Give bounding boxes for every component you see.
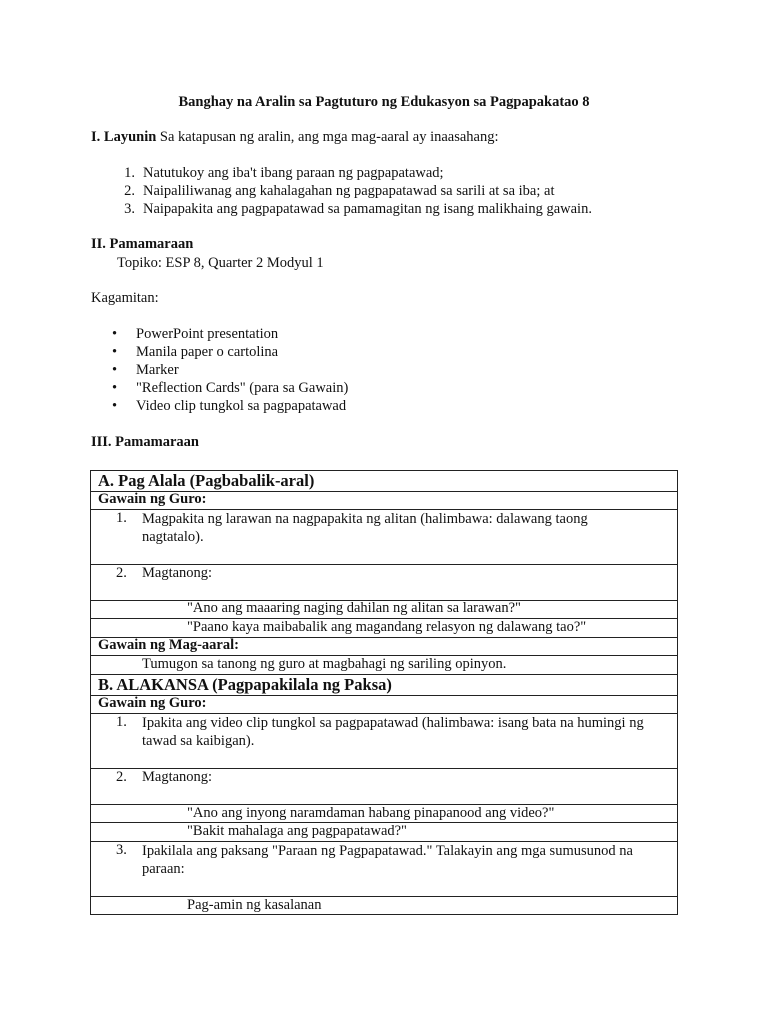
bullet-icon: • bbox=[112, 380, 118, 396]
list-number: 1. bbox=[116, 510, 127, 526]
bullet-icon: • bbox=[112, 326, 118, 342]
student-activity: Tumugon sa tanong ng guro at magbahagi ng sariling opinyon. bbox=[142, 656, 507, 672]
gawain-guro-label: Gawain ng Guro: bbox=[98, 695, 207, 711]
objective-item: 2. Naipaliliwanag ang kahalagahan ng pagpapatawad sa sarili at sa iba; at bbox=[124, 183, 555, 199]
list-number: 1. bbox=[116, 714, 127, 730]
row-divider bbox=[90, 914, 678, 915]
teacher-step: Magpakita ng larawan na nagpapakita ng alitan (halimbawa: dalawang taong nagtatalo). bbox=[142, 511, 588, 545]
teacher-step: Ipakilala ang paksang "Paraan ng Pagpapatawad." Talakayin ang mga sumusunod na paraan: bbox=[142, 843, 633, 877]
bullet-icon: • bbox=[112, 398, 118, 414]
teacher-step: Ipakita ang video clip tungkol sa pagpapatawad (halimbawa: isang bata na humingi ng tawad sa kaibigan). bbox=[142, 715, 644, 749]
pamamaraan-heading: II. Pamamaraan bbox=[91, 236, 194, 252]
teacher-step: Magtanong: bbox=[142, 565, 213, 581]
method-item: Pag-amin ng kasalanan bbox=[187, 897, 322, 913]
material-item: Marker bbox=[136, 362, 179, 378]
topiko-text: Topiko: ESP 8, Quarter 2 Modyul 1 bbox=[117, 255, 324, 271]
list-number: 3. bbox=[116, 842, 127, 858]
lesson-table bbox=[90, 470, 678, 915]
kagamitan-label: Kagamitan: bbox=[91, 290, 159, 306]
gawain-guro-label: Gawain ng Guro: bbox=[98, 491, 207, 507]
question-text: "Ano ang maaaring naging dahilan ng alitan sa larawan?" bbox=[187, 600, 521, 616]
material-item: "Reflection Cards" (para sa Gawain) bbox=[136, 380, 349, 396]
layunin-line bbox=[91, 129, 499, 146]
question-text: "Ano ang inyong naramdaman habang pinapanood ang video?" bbox=[187, 805, 555, 821]
question-text: "Paano kaya maibabalik ang magandang relasyon ng dalawang tao?" bbox=[187, 619, 587, 635]
table-border bbox=[90, 470, 91, 915]
list-number: 2. bbox=[116, 565, 127, 581]
material-item: Manila paper o cartolina bbox=[136, 344, 279, 360]
material-item: PowerPoint presentation bbox=[136, 326, 279, 342]
table-border bbox=[677, 470, 678, 915]
question-text: "Bakit mahalaga ang pagpapatawad?" bbox=[187, 823, 407, 839]
teacher-step: Magtanong: bbox=[142, 769, 213, 785]
row-divider bbox=[90, 896, 678, 897]
section-b-heading: B. ALAKANSA (Pagpapakilala ng Paksa) bbox=[98, 675, 392, 694]
objective-item: 3. Naipapakita ang pagpapatawad sa pamamagitan ng isang malikhaing gawain. bbox=[124, 201, 592, 217]
material-item: Video clip tungkol sa pagpapatawad bbox=[136, 398, 347, 414]
bullet-icon: • bbox=[112, 362, 118, 378]
bullet-icon: • bbox=[112, 344, 118, 360]
objective-item: 1. Natutukoy ang iba't ibang paraan ng pagpapatawad; bbox=[124, 165, 444, 181]
list-number: 2. bbox=[116, 769, 127, 785]
document-title: Banghay na Aralin sa Pagtuturo ng Edukasyon sa Pagpapakatao 8 bbox=[178, 94, 590, 110]
layunin-intro: Sa katapusan ng aralin, ang mga mag-aaral ay inaasahang: bbox=[159, 129, 499, 145]
layunin-heading: I. Layunin bbox=[91, 129, 157, 145]
pamamaraan-iii-heading: III. Pamamaraan bbox=[91, 434, 199, 450]
gawain-mag-aaral-label: Gawain ng Mag-aaral: bbox=[98, 637, 239, 653]
section-a-heading: A. Pag Alala (Pagbabalik-aral) bbox=[98, 471, 315, 490]
